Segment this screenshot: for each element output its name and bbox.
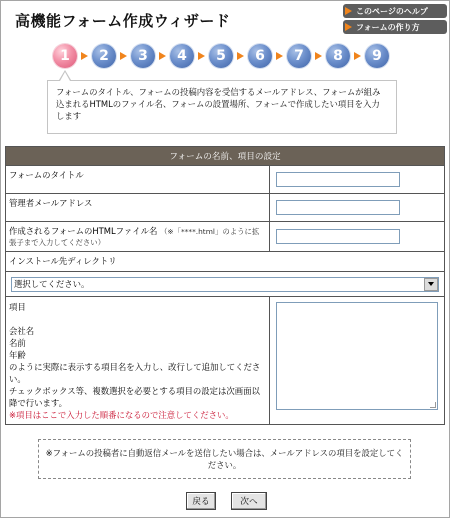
help-link-label: フォームの作り方	[356, 22, 420, 32]
step-arrow-icon	[354, 52, 361, 60]
items-help-text: のように実際に表示する項目名を入力し、改行して追加してください。	[9, 362, 261, 384]
page-title: 高機能フォーム作成ウィザード	[15, 12, 231, 30]
dropdown-arrow-icon[interactable]	[424, 278, 438, 291]
html-file-note: （※「****.html」のように拡張子まで入力してください）	[9, 227, 260, 247]
next-button[interactable]: 次へ	[231, 492, 267, 510]
resize-grip-icon[interactable]	[430, 402, 436, 408]
install-dir-select-value: 選択してください。	[14, 279, 90, 289]
step-arrow-icon	[81, 52, 88, 60]
html-file-label: 作成されるフォームのHTMLファイル名	[9, 226, 158, 236]
html-file-input[interactable]	[276, 229, 400, 244]
wizard-steps	[53, 44, 389, 68]
bubble-tip-inner	[60, 72, 70, 81]
back-button[interactable]: 戻る	[186, 492, 216, 510]
step-9: 9	[365, 44, 389, 68]
step-3: 3	[131, 44, 155, 68]
step-7: 7	[287, 44, 311, 68]
items-warning: ※項目はここで入力した順番になるので注意してください。	[9, 410, 234, 420]
settings-table	[5, 146, 445, 425]
arrow-right-icon	[345, 23, 352, 31]
help-link-label: このページのヘルプ	[356, 6, 428, 16]
notice-box: ※フォームの投稿者に自動返信メールを送信したい場合は、メールアドレスの項目を設定してください。	[38, 439, 411, 479]
items-example: 名前	[9, 338, 26, 348]
install-dir-select[interactable]	[11, 277, 439, 292]
step-arrow-icon	[120, 52, 127, 60]
table-header: フォームの名前、項目の設定	[6, 147, 445, 166]
help-link-this-page[interactable]	[343, 4, 447, 18]
step-2: 2	[92, 44, 116, 68]
html-file-label-cell	[6, 222, 270, 252]
items-label: 項目	[9, 302, 26, 312]
form-title-input[interactable]	[276, 172, 400, 187]
step-arrow-icon	[276, 52, 283, 60]
items-example: 会社名	[9, 326, 35, 336]
items-textarea[interactable]	[276, 302, 438, 410]
step-6: 6	[248, 44, 272, 68]
step-1: 1	[53, 44, 77, 68]
step-arrow-icon	[315, 52, 322, 60]
step-4: 4	[170, 44, 194, 68]
arrow-right-icon	[345, 7, 352, 15]
admin-email-input[interactable]	[276, 200, 400, 215]
step-arrow-icon	[198, 52, 205, 60]
items-example: 年齢	[9, 350, 26, 360]
install-dir-label: インストール先ディレクトリ	[6, 252, 445, 272]
step-5: 5	[209, 44, 233, 68]
step-arrow-icon	[237, 52, 244, 60]
step-arrow-icon	[159, 52, 166, 60]
help-link-how-to[interactable]	[343, 20, 447, 34]
form-title-label: フォームのタイトル	[6, 166, 270, 194]
items-label-cell	[6, 297, 270, 425]
items-help-text: チェックボックス等、複数選択を必要とする項目の設定は次画面以降で行います。	[9, 386, 260, 408]
help-links	[343, 4, 447, 36]
admin-email-label: 管理者メールアドレス	[6, 194, 270, 222]
step-description: フォームのタイトル、フォームの投稿内容を受信するメールアドレス、フォームが組み込まれるHTMLのファイル名、フォームの設置場所、フォームで作成したい項目を入力します	[47, 80, 397, 134]
step-8: 8	[326, 44, 350, 68]
